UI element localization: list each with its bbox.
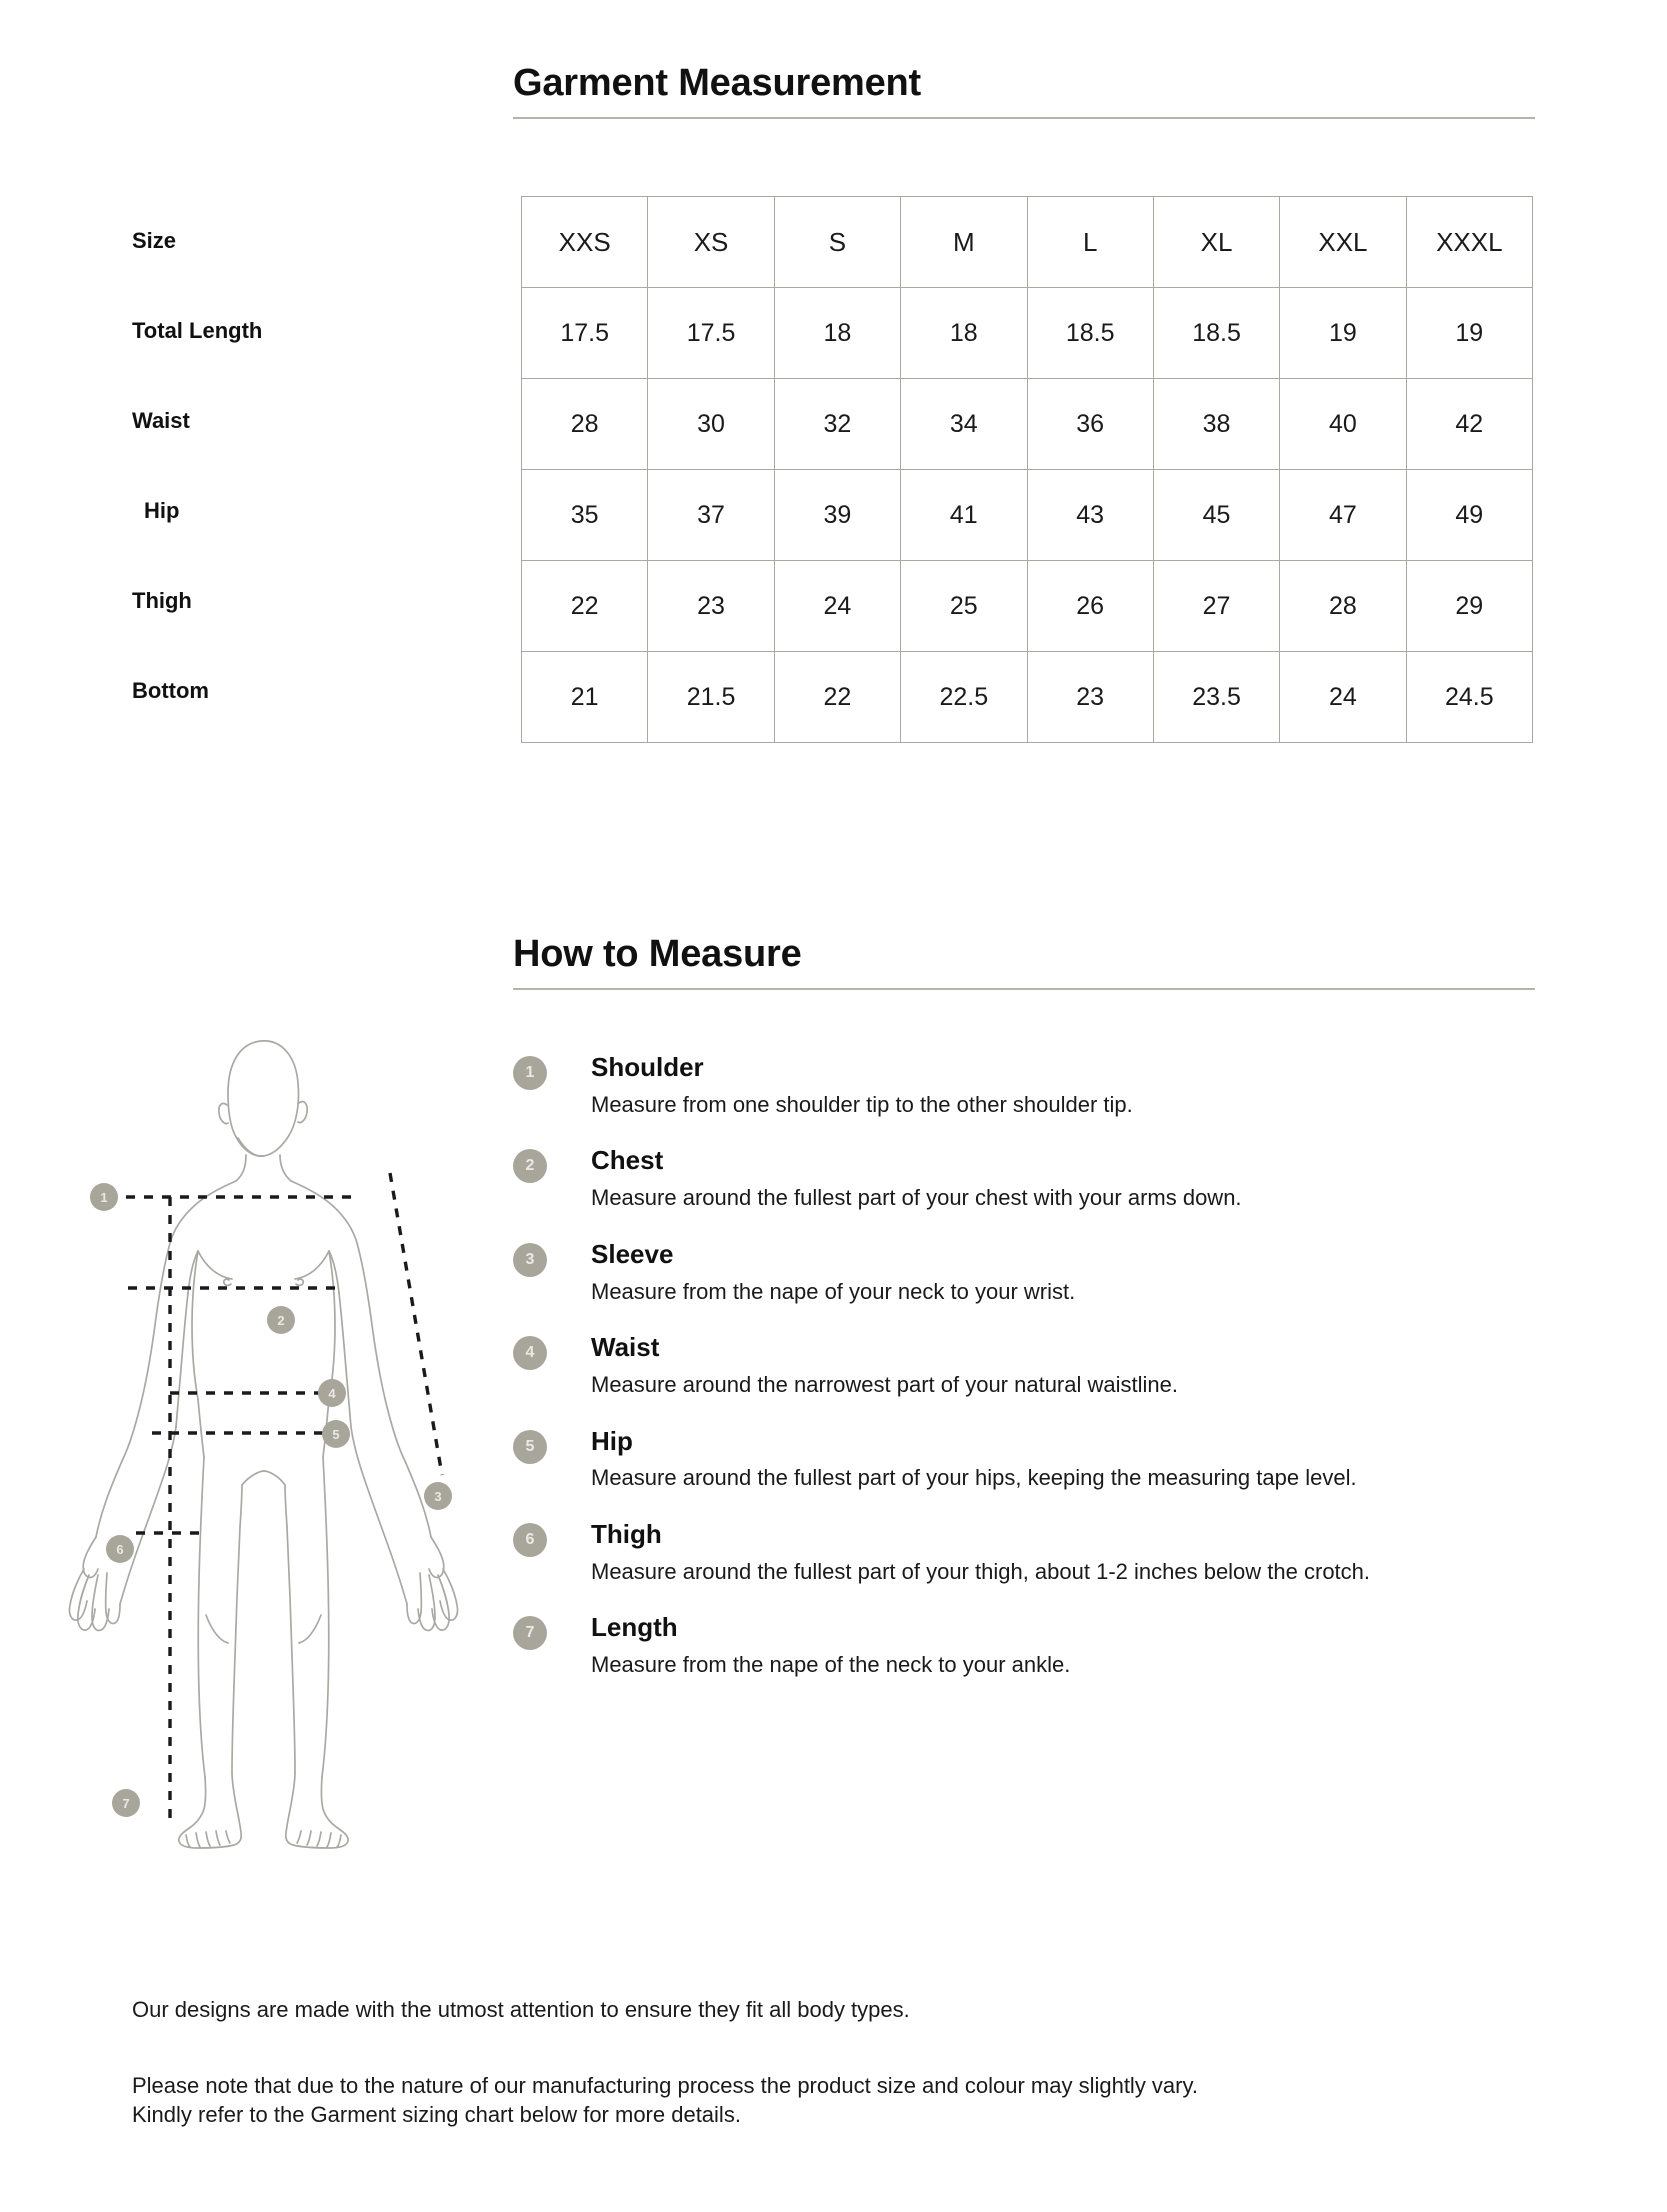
size-header-xxs: XXS <box>522 197 648 288</box>
measure-desc-thigh: Measure around the fullest part of your thigh, about 1-2 inches below the crotch. <box>591 1558 1371 1584</box>
cell-waist-l: 36 <box>1027 379 1153 470</box>
size-header-xl: XL <box>1153 197 1279 288</box>
cell-thigh-xxxl: 29 <box>1406 561 1532 652</box>
measure-name-sleeve: Sleeve <box>591 1238 674 1269</box>
size-header-xxxl: XXXL <box>1406 197 1532 288</box>
how-to-measure-title: How to Measure <box>513 933 802 975</box>
diagram-marker-6-icon <box>106 1535 134 1563</box>
body-outline-icon <box>69 1041 457 1848</box>
row-label-size: Size <box>132 228 177 253</box>
svg-text:5: 5 <box>332 1427 340 1442</box>
table-row <box>522 470 1533 561</box>
size-header-l: L <box>1027 197 1153 288</box>
table-header-row <box>522 197 1533 288</box>
body-diagram <box>60 975 480 1905</box>
cell-thigh-xxl: 28 <box>1280 561 1406 652</box>
cell-hip-xs: 37 <box>648 470 774 561</box>
number-badge-6-icon: 6 <box>513 1523 547 1557</box>
cell-total-length-l: 18.5 <box>1027 288 1153 379</box>
table-row <box>522 288 1533 379</box>
cell-bottom-m: 22.5 <box>901 652 1027 743</box>
svg-text:6: 6 <box>116 1542 124 1557</box>
how-to-measure-section <box>513 933 1535 990</box>
svg-text:2: 2 <box>277 1313 285 1328</box>
measure-instructions-list <box>513 1053 1573 1707</box>
number-badge-2-icon: 2 <box>513 1149 547 1183</box>
row-label-thigh: Thigh <box>132 588 192 613</box>
cell-waist-xxl: 40 <box>1280 379 1406 470</box>
measure-desc-hip: Measure around the fullest part of your hips, keeping the measuring tape level. <box>591 1465 1357 1491</box>
table-row <box>522 652 1533 743</box>
measure-name-length: Length <box>591 1612 678 1643</box>
diagram-marker-7-icon <box>112 1789 140 1817</box>
cell-bottom-xxs: 21 <box>522 652 648 743</box>
cell-hip-l: 43 <box>1027 470 1153 561</box>
cell-bottom-xxxl: 24.5 <box>1406 652 1532 743</box>
measure-desc-shoulder: Measure from one shoulder tip to the other shoulder tip. <box>591 1091 1133 1117</box>
cell-waist-s: 32 <box>774 379 900 470</box>
measure-name-shoulder: Shoulder <box>591 1052 704 1082</box>
diagram-markers <box>90 1183 452 1817</box>
cell-total-length-m: 18 <box>901 288 1027 379</box>
row-label-hip: Hip <box>144 498 180 523</box>
measurement-guides-icon <box>108 1173 442 1827</box>
cell-bottom-xs: 21.5 <box>648 652 774 743</box>
svg-text:4: 4 <box>328 1386 336 1401</box>
number-badge-4-icon: 4 <box>513 1336 547 1370</box>
cell-waist-xxs: 28 <box>522 379 648 470</box>
measure-desc-waist: Measure around the narrowest part of your natural waistline. <box>591 1372 1178 1398</box>
svg-text:3: 3 <box>434 1489 442 1504</box>
cell-thigh-xl: 27 <box>1153 561 1279 652</box>
svg-text:7: 7 <box>122 1796 130 1811</box>
diagram-marker-2-icon <box>267 1306 295 1334</box>
garment-measurement-section <box>513 62 1535 119</box>
cell-thigh-l: 26 <box>1027 561 1153 652</box>
list-item <box>513 1053 1573 1118</box>
cell-bottom-s: 22 <box>774 652 900 743</box>
how-to-measure-divider <box>513 988 1535 990</box>
list-item <box>513 1146 1573 1211</box>
measure-desc-length: Measure from the nape of the neck to your ankle. <box>591 1652 1071 1678</box>
title-divider <box>513 117 1535 119</box>
cell-bottom-xxl: 24 <box>1280 652 1406 743</box>
cell-thigh-s: 24 <box>774 561 900 652</box>
list-item <box>513 1333 1573 1398</box>
cell-hip-xxs: 35 <box>522 470 648 561</box>
footer-line-1: Our designs are made with the utmost attention to ensure they fit all body types. <box>132 1997 910 2022</box>
list-item <box>513 1240 1573 1305</box>
cell-total-length-xxxl: 19 <box>1406 288 1532 379</box>
diagram-marker-5-icon <box>322 1420 350 1448</box>
row-label-waist: Waist <box>132 408 190 433</box>
list-item <box>513 1520 1573 1585</box>
footer-notes <box>132 1995 1552 2130</box>
cell-total-length-xxl: 19 <box>1280 288 1406 379</box>
cell-thigh-m: 25 <box>901 561 1027 652</box>
footer-line-2: Please note that due to the nature of our manufacturing process the product size and colour may slightly vary. <box>132 2072 1198 2098</box>
size-header-s: S <box>774 197 900 288</box>
list-item <box>513 1613 1573 1678</box>
cell-hip-m: 41 <box>901 470 1027 561</box>
row-label-bottom: Bottom <box>132 678 209 703</box>
footer-spacer <box>132 2025 1552 2071</box>
cell-total-length-xxs: 17.5 <box>522 288 648 379</box>
cell-total-length-xs: 17.5 <box>648 288 774 379</box>
cell-bottom-xl: 23.5 <box>1153 652 1279 743</box>
page-title: Garment Measurement <box>513 62 922 104</box>
measure-name-waist: Waist <box>591 1332 660 1363</box>
size-header-m: M <box>901 197 1027 288</box>
measure-name-thigh: Thigh <box>591 1518 662 1549</box>
diagram-marker-3-icon <box>424 1482 452 1510</box>
list-item <box>513 1427 1573 1492</box>
cell-hip-xxl: 47 <box>1280 470 1406 561</box>
table-row <box>522 379 1533 470</box>
cell-hip-s: 39 <box>774 470 900 561</box>
cell-bottom-l: 23 <box>1027 652 1153 743</box>
diagram-marker-1-icon <box>90 1183 118 1211</box>
diagram-marker-4-icon <box>318 1379 346 1407</box>
cell-hip-xxxl: 49 <box>1406 470 1532 561</box>
svg-text:1: 1 <box>100 1190 108 1205</box>
cell-waist-xs: 30 <box>648 379 774 470</box>
table-row <box>522 561 1533 652</box>
measure-name-hip: Hip <box>591 1425 633 1456</box>
number-badge-5-icon: 5 <box>513 1430 547 1464</box>
measure-desc-chest: Measure around the fullest part of your chest with your arms down. <box>591 1185 1242 1211</box>
cell-thigh-xs: 23 <box>648 561 774 652</box>
cell-thigh-xxs: 22 <box>522 561 648 652</box>
footer-line-3: Kindly refer to the Garment sizing chart below for more details. <box>132 2102 741 2128</box>
garment-size-table <box>521 196 1533 743</box>
cell-hip-xl: 45 <box>1153 470 1279 561</box>
number-badge-7-icon: 7 <box>513 1616 547 1650</box>
cell-waist-xl: 38 <box>1153 379 1279 470</box>
measure-desc-sleeve: Measure from the nape of your neck to your wrist. <box>591 1278 1076 1304</box>
cell-waist-xxxl: 42 <box>1406 379 1532 470</box>
number-badge-1-icon: 1 <box>513 1056 547 1090</box>
row-label-total-length: Total Length <box>132 318 263 343</box>
measure-name-chest: Chest <box>591 1145 664 1176</box>
number-badge-3-icon: 3 <box>513 1243 547 1277</box>
size-header-xs: XS <box>648 197 774 288</box>
cell-total-length-s: 18 <box>774 288 900 379</box>
cell-total-length-xl: 18.5 <box>1153 288 1279 379</box>
cell-waist-m: 34 <box>901 379 1027 470</box>
table-row-labels <box>132 196 512 736</box>
size-header-xxl: XXL <box>1280 197 1406 288</box>
